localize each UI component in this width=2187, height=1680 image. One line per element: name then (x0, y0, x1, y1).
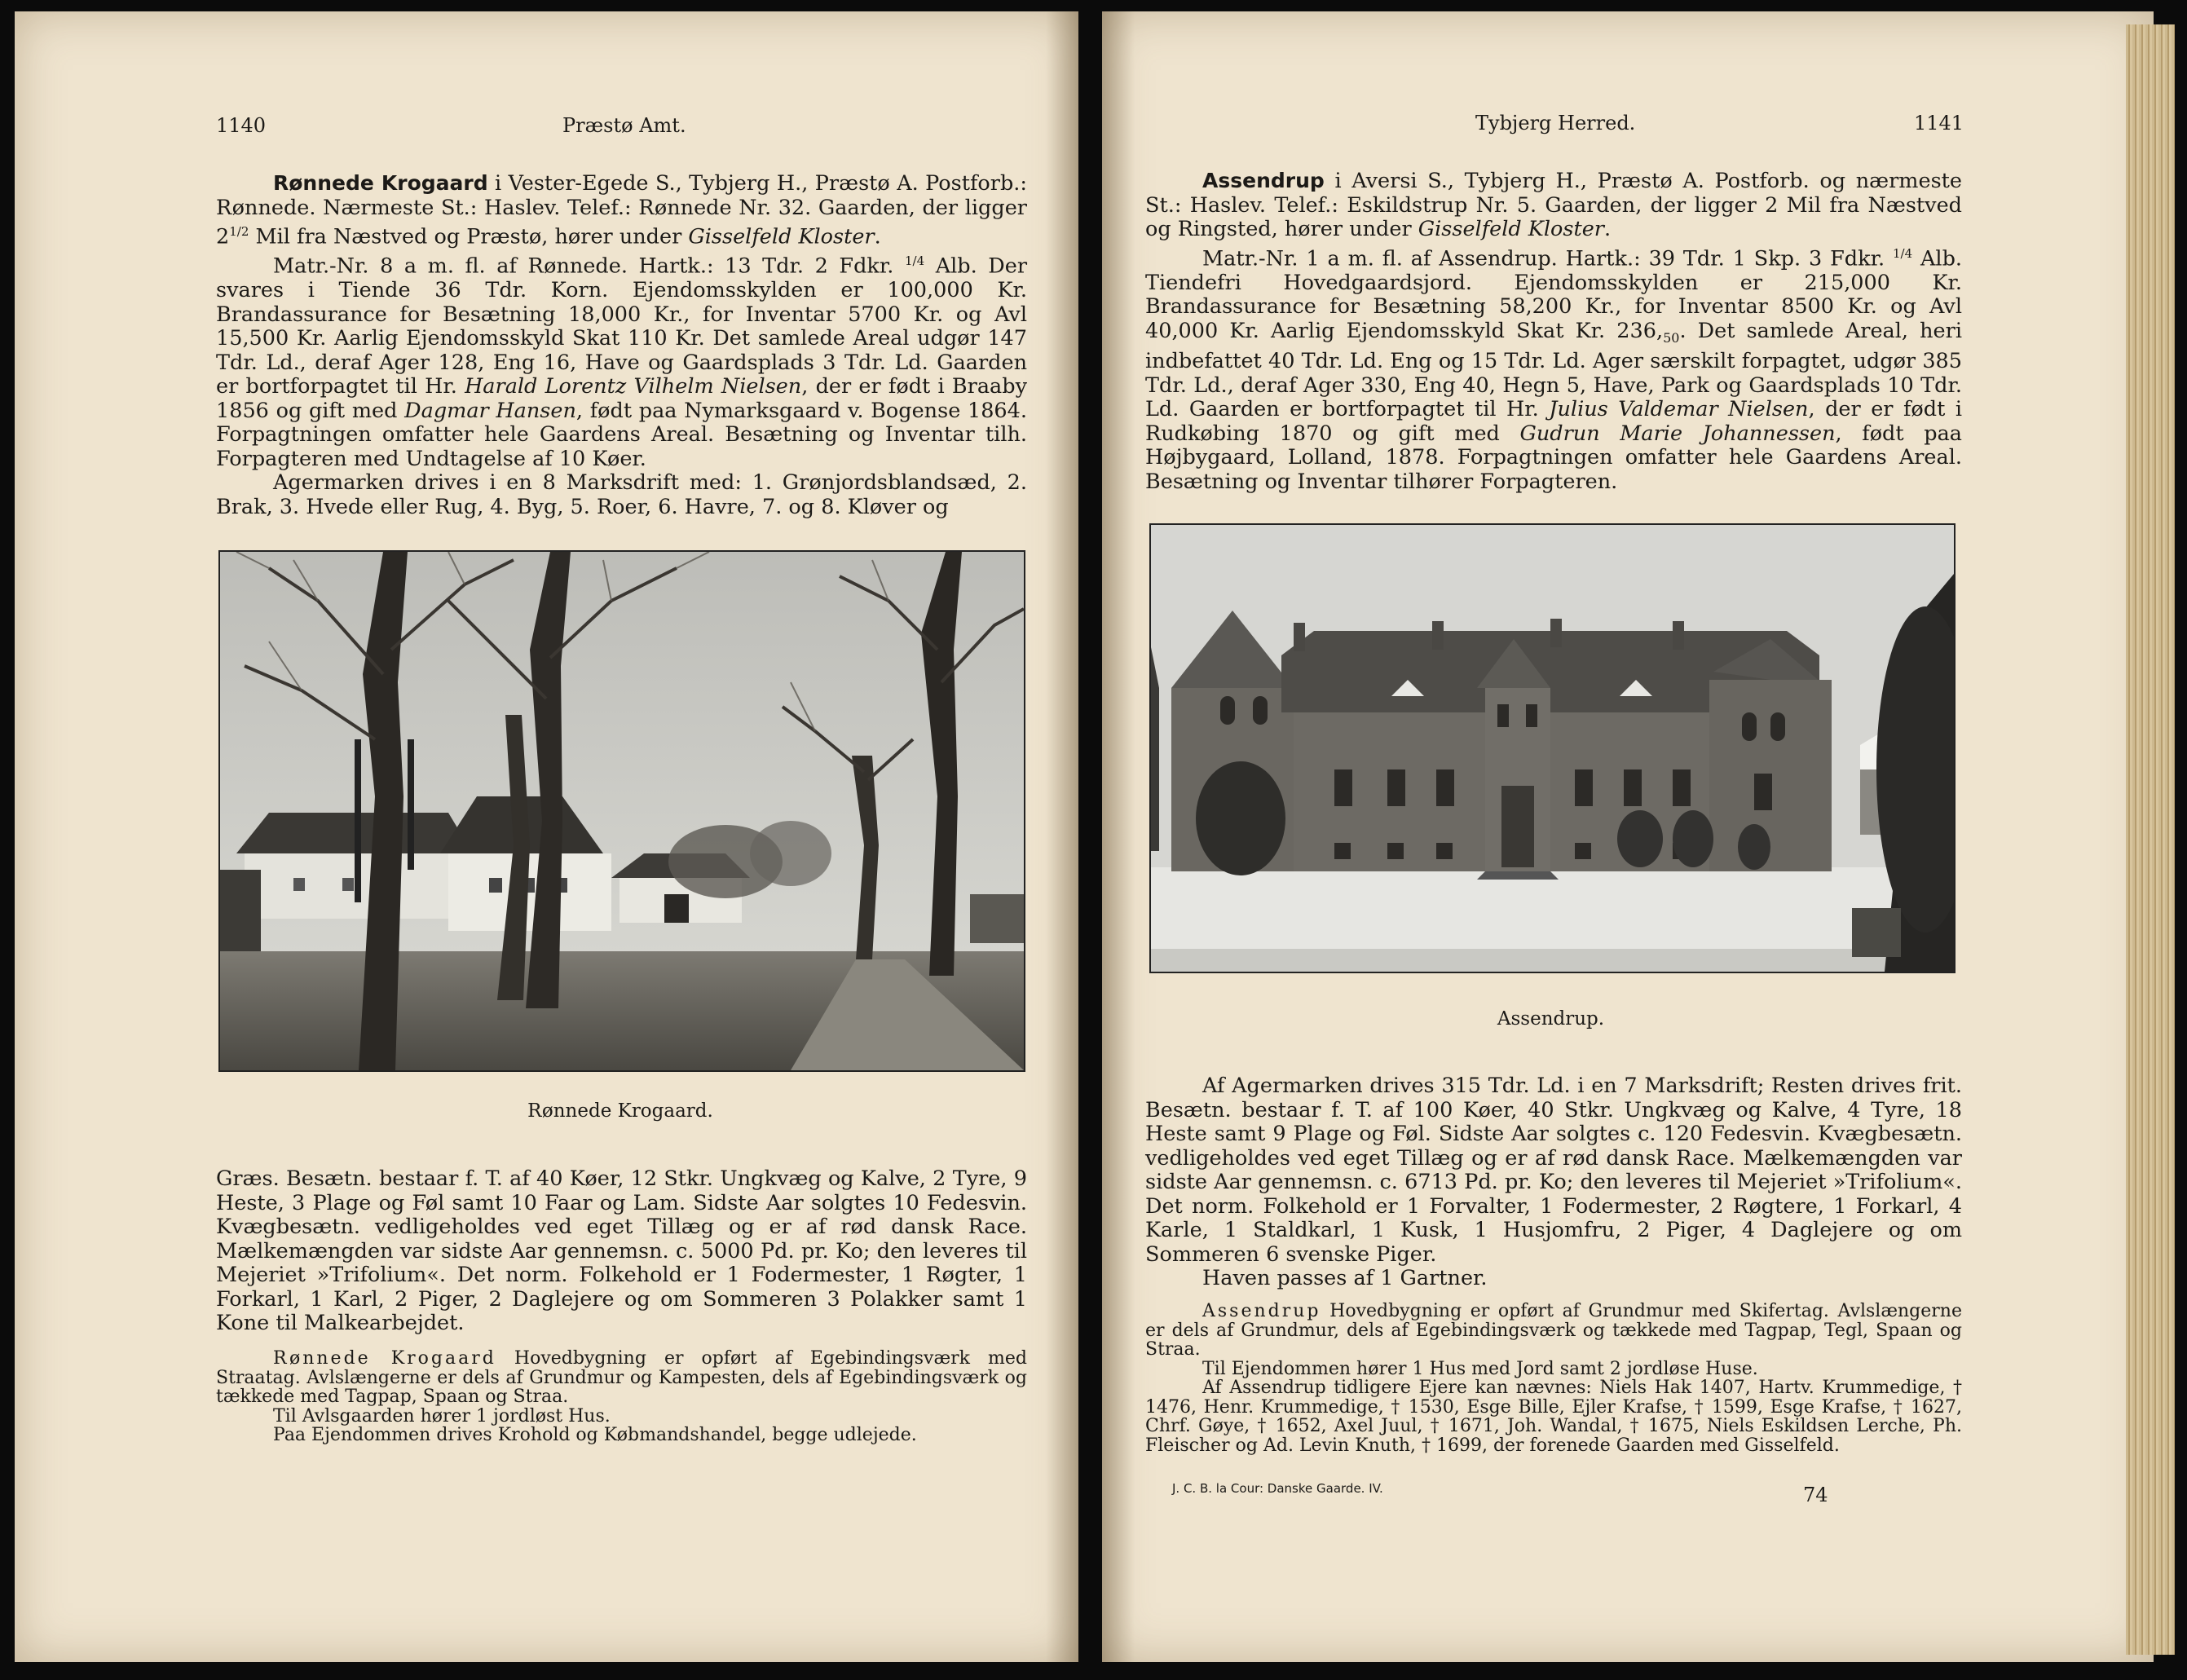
signature-mark: 74 (1803, 1484, 1828, 1506)
right-photo-caption: Assendrup. (1497, 1008, 1605, 1030)
assendrup-illustration (1151, 525, 1954, 972)
ronnede-krogaard-photo (218, 550, 1025, 1072)
left-intro-text (216, 171, 1027, 519)
right-small-paragraph-1: Assendrup Hovedbygning er opført af Grundmur med Skifertag. Avlslængerne er dels af Grundmur, dels af Egebindingsværk og tækkede med Tagpap, Tegl, Spaan og Straa. (1145, 1301, 1962, 1360)
right-paragraph-3: Af Agermarken drives 315 Tdr. Ld. i en 7 Marksdrift; Resten drives frit. Besætn. bestaar f. T. af 100 Køer, 40 Stkr. Ungkvæg og Kalve, 4 Tyre, 18 Heste samt 9 Plage og Føl. Sidste Aar solgtes c. 120 Fedesvin. Kvægbesætn. vedligeholdes ved eget Tillæg og er af rød dansk Race. Mælkemængden var sidste Aar gennemsn. c. 6713 Pd. pr. Ko; den leveres til Mejeriet »Trifolium«. Det norm. Folkehold er 1 Forvalter, 1 Fodermester, 2 Røgtere, 1 Forkarl, 4 Karle, 1 Staldkarl, 1 Kusk, 1 Husjomfru, 2 Piger, 4 Daglejere og om Sommeren 6 svenske Piger. (1145, 1074, 1962, 1267)
right-small-paragraph-3: Af Assendrup tidligere Ejere kan nævnes: Niels Hak 1407, Hartv. Krummedige, † 1476, Henr. Krummedige, † 1530, Esge Bille, Ejler Krafse, † 1599, Esge Krafse, † 1627, Chrf. Gøye, † 1652, Axel Juul, † 1671, Joh. Wandal, † 1675, Niels Eskildsen Lerche, Ph. Fleischer og Ad. Levin Knuth, † 1699, der forenede Gaarden med Gisselfeld. (1145, 1378, 1962, 1456)
left-paragraph-1: Rønnede Krogaard i Vester-Egede S., Tybjerg H., Præstø A. Postforb.: Rønnede. Nærmeste St.: Haslev. Telef.: Rønnede Nr. 32. Gaarden, der ligger $2^{1/2}$ Mil fra Næstved og Præstø, hører under Gisselfeld Kloster. (216, 171, 1027, 249)
left-paragraph-2: Matr.-Nr. 8 a m. fl. af Rønnede. Hartk.: 13 Tdr. 2 Fdkr. $^{1/4}$ Alb. Der svares i Tiende 36 Tdr. Korn. Ejendomsskylden er 100,000 Kr. Brandassurance for Besætning 18,000 Kr., for Inventar 5700 Kr. og Avl 15,500 Kr. Aarlig Ejendomsskyld Skat 110 Kr. Det samlede Areal udgør 147 Tdr. Ld., deraf Ager 128, Eng 16, Have og Gaardsplads 3 Tdr. Ld. Gaarden er bortforpagtet til Hr. Harald Lorentz Vilhelm Nielsen, der er født i Braaby 1856 og gift med Dagmar Hansen, født paa Nymarksgaard v. Bogense 1864. Forpagtningen omfatter hele Gaardens Areal. Besætning og Inventar tilh. Forpagteren med Undtagelse af 10 Køer. (216, 254, 1028, 471)
left-continued-text (216, 1167, 1027, 1336)
left-gutter-shadow (1046, 11, 1078, 1662)
right-paragraph-1: Assendrup i Aversi S., Tybjerg H., Præstø A. Postforb. og nærmeste St.: Haslev. Telef.: Eskildstrup Nr. 5. Gaarden, der ligger 2 Mil fra Næstved og Ringsted, hører under Gisselfeld Kloster. (1145, 169, 1962, 241)
right-gutter-shadow (1102, 11, 1135, 1662)
estate-name-right: Assendrup (1202, 169, 1325, 192)
ronnede-krogaard-illustration (220, 552, 1024, 1070)
right-paragraph-4: Haven passes af 1 Gartner. (1202, 1266, 1488, 1290)
left-paragraph-3: Agermarken drives i en 8 Marksdrift med: 1. Grønjordsblandsæd, 2. Brak, 3. Hvede eller Rug, 4. Byg, 5. Roer, 6. Havre, 7. og 8. Kløver og (216, 470, 1027, 519)
right-running-head: Tybjerg Herred. (1475, 112, 1636, 134)
right-small-print (1145, 1302, 1962, 1455)
left-paragraph-4: Græs. Besætn. bestaar f. T. af 40 Køer, 12 Stkr. Ungkvæg og Kalve, 2 Tyre, 9 Heste, 3 Plage og Føl samt 10 Faar og Lam. Sidste Aar solgtes 10 Fedesvin. Kvægbesætn. vedligeholdes ved eget Tillæg og er af rød dansk Race. Mælkemængden var sidste Aar gennemsn. c. 5000 Pd. pr. Ko; den leveres til Mejeriet »Trifolium«. Det norm. Folkehold er 1 Fodermester, 1 Røgter, 1 Forkarl, 1 Karl, 2 Piger, 2 Daglejere og om Sommeren 3 Polakker samt 1 Kone til Malkearbejdet. (216, 1166, 1027, 1335)
publication-footer: J. C. B. la Cour: Danske Gaarde. IV. (1172, 1481, 1383, 1496)
left-small-paragraph-2: Til Avlsgaarden hører 1 jordløst Hus. (273, 1405, 611, 1426)
assendrup-photo (1149, 523, 1956, 973)
left-page-number: 1140 (216, 114, 267, 137)
book-page-edges (2126, 24, 2175, 1655)
right-intro-text (1145, 169, 1962, 494)
estate-name: Rønnede Krogaard (273, 171, 488, 195)
left-photo-caption: Rønnede Krogaard. (527, 1100, 713, 1122)
right-small-paragraph-2: Til Ejendommen hører 1 Hus med Jord samt 2 jordløse Huse. (1202, 1358, 1758, 1379)
right-paragraph-2: Matr.-Nr. 1 a m. fl. af Assendrup. Hartk.: 39 Tdr. 1 Skp. 3 Fdkr. $^{1/4}$ Alb. Tiendefri Hovedgaardsjord. Ejendomsskylden er 215,000 Kr. Brandassurance for Besætning 58,200 Kr., for Inventar 8500 Kr. og Avl 40,000 Kr. Aarlig Ejendomsskyld Skat Kr. $236,_{50}$. Det samlede Areal, heri indbefattet 40 Tdr. Ld. Eng og 15 Tdr. Ld. Ager særskilt forpagtet, udgør 385 Tdr. Ld., deraf Ager 330, Eng 40, Hegn 5, Have, Park og Gaardsplads 10 Tdr. Ld. Gaarden er bortforpagtet til Hr. Julius Valdemar Nielsen, der er født i Rudkøbing 1870 og gift med Gudrun Marie Johannessen, født paa Højbygaard, Lolland, 1878. Forpagtningen omfatter hele Gaardens Areal. Besætning og Inventar tilhører Forpagteren. (1145, 245, 1963, 494)
left-small-print (216, 1349, 1027, 1445)
right-continued-text (1145, 1074, 1962, 1291)
left-running-head: Præstø Amt. (562, 114, 686, 137)
left-small-paragraph-1: Rønnede Krogaard Hovedbygning er opført af Egebindingsværk med Straatag. Avlslængerne er dels af Grundmur og Kampesten, dels af Egebindingsværk og tækkede med Tagpap, Spaan og Straa. (216, 1348, 1027, 1407)
right-page-number: 1141 (1914, 112, 1964, 134)
left-small-paragraph-3: Paa Ejendommen drives Krohold og Købmandshandel, begge udlejede. (273, 1425, 917, 1445)
